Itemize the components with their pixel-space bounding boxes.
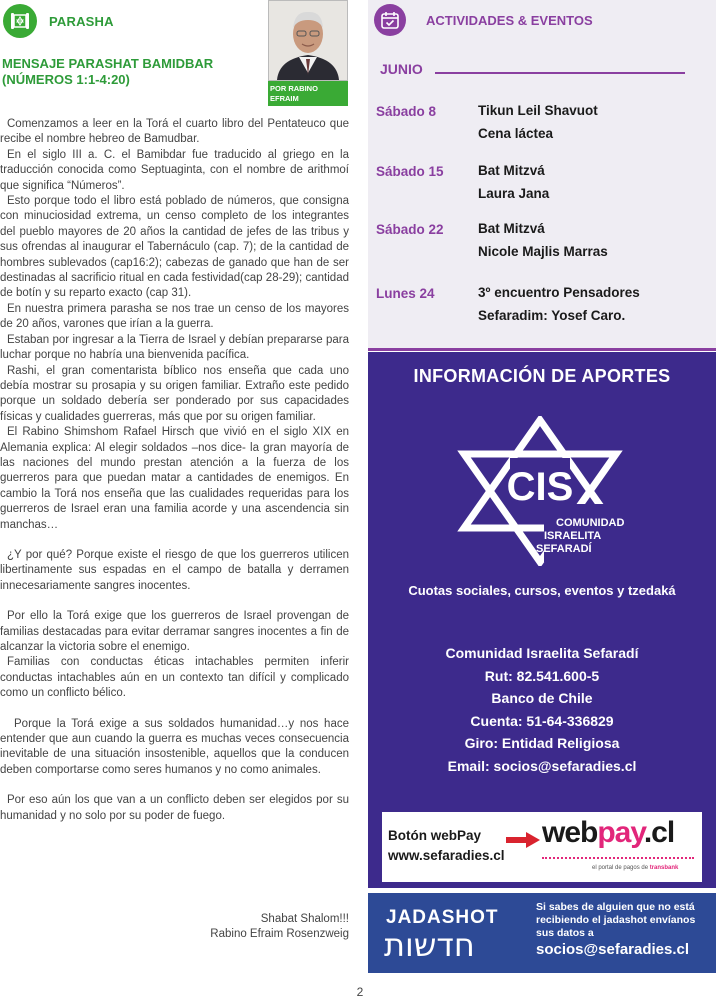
- email-link[interactable]: Email: socios@sefaradies.cl: [447, 757, 637, 774]
- bank-line: Banco de Chile: [491, 690, 593, 706]
- logo-text: COMUNIDAD: [556, 517, 625, 529]
- event-date: Sábado 22: [376, 222, 444, 237]
- event-description: [478, 217, 608, 263]
- logo-text: SEFARADÍ: [536, 543, 592, 555]
- event-description: [478, 159, 549, 205]
- caption-line: POR RABINO: [270, 84, 318, 93]
- paragraph: Estaban por ingresar a la Tierra de Israel y debían prepararse para luchar porque no habría una bienvenida pacífica.: [0, 333, 349, 362]
- event-date: Sábado 15: [376, 164, 444, 179]
- divider: [435, 72, 685, 74]
- logo-initials: CIS: [506, 465, 574, 509]
- author-photo-box: [268, 0, 348, 113]
- activities-header: [374, 4, 593, 36]
- jadashot-message: Si sabes de alguien que no está recibiendo el jadashot envíanos sus datos a: [536, 901, 696, 939]
- contributions-panel: [368, 352, 716, 888]
- paragraph: En el siglo III a. C. el Bamibdar fue traducido al griego en la traducción conocida como Septuaginta, con el nombre de arithmoí que significa “Números”.: [0, 148, 349, 192]
- photo-caption: [268, 81, 348, 113]
- jadashot-hebrew: חדשות: [384, 926, 475, 964]
- torah-scroll-icon: [3, 4, 37, 38]
- event-line: Tikun Leil Shavuot: [478, 103, 598, 118]
- title-subline: (NÚMEROS 1:1-4:20): [2, 72, 130, 87]
- article-title: [2, 56, 264, 88]
- webpay-logo: webpay.cl: [542, 816, 675, 849]
- paragraph: Rashi, el gran comentarista bíblico nos enseña que cada uno debía mostrar su prosapia y su origen familiar. Extraño este pedido porque un soldado debería ser ponderado por sus capacidades físicas y cualidades guerreras, más que por su origen familiar.: [0, 364, 349, 423]
- signoff: [210, 912, 349, 943]
- bank-line: Comunidad Israelita Sefaradí: [445, 645, 639, 661]
- event-description: [478, 99, 598, 145]
- title-line: MENSAJE PARASHAT BAMIDBAR: [2, 56, 214, 71]
- webpay-url[interactable]: www.sefaradies.cl: [388, 848, 505, 863]
- event-line: Sefaradim: Yosef Caro.: [478, 308, 626, 323]
- contributions-description: Cuotas sociales, cursos, eventos y tzedaká: [408, 583, 676, 598]
- webpay-banner[interactable]: [382, 812, 702, 882]
- paragraph: ¿Y por qué? Porque existe el riesgo de que los guerreros utilicen libertinamente sus espadas en el campo de batalla y derramen innecesariamente sangres inocentes.: [0, 548, 349, 592]
- section-label: PARASHA: [49, 13, 114, 29]
- paragraph: Esto porque todo el libro está poblado de números, que consigna con minuciosidad extrema, un censo completo de los integrantes del pueblo mayores de 20 años la cantidad de jefes de las tribus y sus ofrendas al inaugurar el Tabernáculo (cap. 7); de la cantidad de hombres sublevados (cap16:2); cabezas de ganado que han de ser destinadas al sacrificio ritual en cada festividad(cap 28-29); cantidad de botín y su reparto exacto (cap 31).: [0, 195, 349, 300]
- email-link[interactable]: socios@sefaradies.cl: [536, 941, 690, 958]
- parasha-header: [3, 4, 114, 38]
- bank-line: Cuenta: 51-64-336829: [470, 712, 614, 729]
- page-number: 2: [356, 985, 364, 999]
- event-line: Bat Mitzvá: [478, 221, 545, 236]
- paragraph: Por ello la Torá exige que los guerreros de Israel provengan de familias destacadas para evitar derramar sangres inocentes a fin de alcanzar la victoria sobre el enemigo.: [0, 610, 349, 653]
- divider: [542, 857, 694, 859]
- month-label: JUNIO: [380, 61, 423, 77]
- logo-text: ISRAELITA: [544, 530, 602, 542]
- bank-details: [368, 642, 716, 777]
- webpay-text: [388, 826, 505, 866]
- event-date: Lunes 24: [376, 286, 435, 301]
- event-line: Cena láctea: [478, 126, 554, 141]
- divider: [368, 348, 716, 351]
- webpay-subtitle: el portal de pagos de transbank: [592, 865, 679, 871]
- jadashot-title: JADASHOT: [386, 907, 499, 928]
- paragraph: En nuestra primera parasha se nos trae un censo de los mayores de 20 años, varones que irían a la guerra.: [0, 302, 349, 331]
- webpay-label: Botón webPay: [388, 828, 482, 843]
- cis-logo: [440, 416, 640, 566]
- jadashot-text: [536, 901, 712, 959]
- panel-title: INFORMACIÓN DE APORTES: [413, 366, 671, 386]
- section-label: ACTIVIDADES & EVENTOS: [426, 12, 593, 28]
- calendar-icon: [374, 4, 406, 36]
- caption-line: EFRAIM ROSENZWEIG: [270, 94, 322, 113]
- bank-line: Rut: 82.541.600-5: [484, 667, 600, 684]
- paragraph: Por eso aún los que van a un conflicto deben ser elegidos por su humanidad y no solo por su poder de fuego.: [0, 794, 349, 822]
- paragraph: Familias con conductas éticas intachables permiten inferir conductas intachables aún en un contexto tan difícil y complicado como un conflicto bélico.: [0, 656, 349, 700]
- paragraph: Porque la Torá exige a sus soldados humanidad…y nos hace entender que aun cuando la guerra es muchas veces consecuencia inevitable de una situación insostenible, aquellos que la conducen deben comportarse como seres humanos y no como animales.: [0, 717, 349, 776]
- author-photo: [268, 0, 348, 81]
- bank-line: Giro: Entidad Religiosa: [464, 735, 620, 751]
- event-line: Laura Jana: [478, 186, 550, 201]
- event-line: 3º encuentro Pensadores: [478, 285, 640, 300]
- jadashot-banner: [368, 893, 716, 973]
- signoff-greeting: Shabat Shalom!!!: [260, 913, 349, 925]
- event-line: Bat Mitzvá: [478, 163, 545, 178]
- signoff-author: Rabino Efraim Rosenzweig: [210, 928, 349, 941]
- paragraph: Comenzamos a leer en la Torá el cuarto libro del Pentateuco que recibe el nombre hebreo de Bamudbar.: [0, 118, 349, 146]
- article-body: [0, 117, 349, 824]
- arrow-right-icon: [506, 832, 540, 853]
- event-date: Sábado 8: [376, 104, 437, 119]
- activities-panel: [368, 0, 716, 348]
- event-description: [478, 281, 640, 327]
- paragraph: El Rabino Shimshom Rafael Hirsch que vivió en el siglo XIX en Alemania explica: Al elegir soldados –nos dice- la gran mayoría de las naciones del mundo prestan atención a la fuerza de los guerreros para que puedan matar a cantidades de enemigos. En cambio la Torá nos enseña que las cualidades requeridas para los guerreros de Israel eran una familia acorde y una ascendencia sin manchas…: [0, 426, 349, 531]
- event-line: Nicole Majlis Marras: [478, 244, 608, 259]
